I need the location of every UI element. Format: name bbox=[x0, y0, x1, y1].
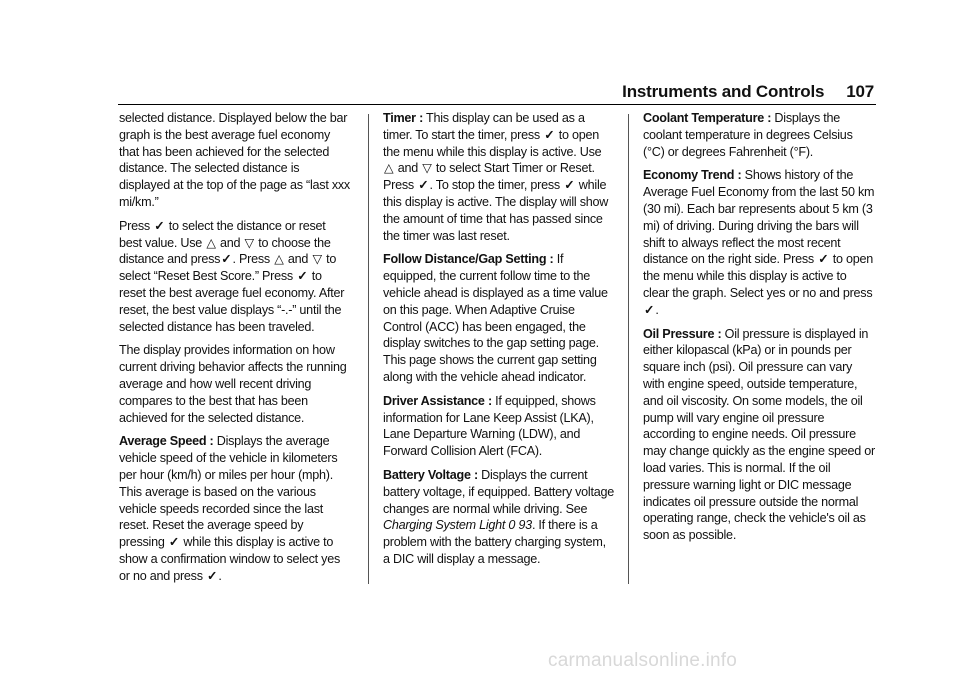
paragraph bbox=[119, 433, 351, 584]
check-icon: ✓ bbox=[168, 535, 180, 550]
text: while this display is active. The display will show the amount of time that has passed since the timer was last reset. bbox=[383, 178, 609, 243]
column-divider bbox=[368, 114, 369, 584]
page-header bbox=[622, 82, 874, 102]
page-ref-arrow-icon: 0 bbox=[508, 518, 516, 533]
text: . Press bbox=[232, 252, 270, 267]
term-average-speed: Average Speed : bbox=[119, 434, 214, 449]
text: to select “Reset Best Score.” Press bbox=[119, 252, 337, 284]
text: to select the distance or reset best value. Use bbox=[119, 218, 326, 250]
text: and bbox=[397, 161, 418, 176]
paragraph: The display provides information on how current driving behavior affects the running average and how well recent driving compares to the best that has been achieved for the selected distance. bbox=[119, 343, 347, 425]
check-icon: ✓ bbox=[297, 269, 308, 284]
section-title: Instruments and Controls bbox=[622, 82, 825, 101]
text: Displays the coolant temperature in degrees Celsius (°C) or degrees Fahrenheit (°F). bbox=[643, 111, 853, 159]
text: If equipped, the current follow time to the vehicle ahead is displayed as a time value on this page. When Adaptive Cruise Control (ACC) has been engaged, the display switches to the gap setting page. This page shows the current gap setting along with the vehicle ahead indicator. bbox=[383, 252, 608, 384]
term-oil-pressure: Oil Pressure : bbox=[643, 326, 722, 341]
check-icon: ✓ bbox=[544, 127, 555, 142]
text: to select Start Timer or Reset. Press bbox=[383, 161, 595, 193]
down-arrow-icon: ▽ bbox=[244, 235, 254, 250]
text: and bbox=[287, 252, 309, 267]
paragraph bbox=[383, 393, 615, 460]
paragraph bbox=[383, 467, 615, 568]
check-icon: ✓ bbox=[207, 568, 218, 583]
term-economy-trend: Economy Trend : bbox=[643, 168, 742, 183]
paragraph bbox=[643, 110, 875, 160]
text: Displays the average vehicle speed of the vehicle in kilometers per hour (km/h) or miles per hour (mph). This average is based on the various vehicle speeds recorded since the last reset. Reset the average speed by pressing bbox=[119, 434, 338, 550]
watermark: carmanualsonline.info bbox=[548, 650, 738, 671]
term-follow-distance: Follow Distance/Gap Setting : bbox=[383, 252, 554, 267]
up-arrow-icon: △ bbox=[274, 252, 284, 267]
term-timer: Timer : bbox=[383, 111, 424, 125]
cross-reference-link[interactable]: Charging System Light bbox=[383, 518, 506, 533]
page-number: 107 bbox=[846, 82, 874, 101]
column-divider bbox=[628, 114, 629, 584]
text: to reset the best average fuel economy. After reset, the best value displays “-.-” until the selected distance has been traveled. bbox=[119, 269, 345, 334]
text: to open the menu while this display is active to clear the graph. Select yes or no and press bbox=[643, 252, 874, 300]
check-icon: ✓ bbox=[221, 252, 232, 267]
term-battery-voltage: Battery Voltage : bbox=[383, 467, 478, 482]
paragraph bbox=[643, 326, 875, 544]
up-arrow-icon: △ bbox=[206, 235, 216, 250]
paragraph: selected distance. Displayed below the bar graph is the best average fuel economy that has been achieved for the selected distance. The selected distance is displayed at the top of the page as “last xxx mi/km.” bbox=[119, 111, 350, 209]
check-icon: ✓ bbox=[418, 178, 429, 193]
column-3 bbox=[643, 110, 875, 551]
text: . bbox=[218, 568, 222, 583]
paragraph bbox=[383, 251, 615, 385]
text: If equipped, shows information for Lane Keep Assist (LKA), Lane Departure Warning (LDW), and Forward Collision Alert (FCA). bbox=[383, 393, 596, 459]
check-icon: ✓ bbox=[154, 218, 165, 233]
text: while this display is active to show a confirmation window to select yes or no and press bbox=[119, 535, 340, 583]
paragraph bbox=[643, 167, 875, 318]
text: This display can be used as a timer. To start the timer, press bbox=[383, 111, 585, 142]
term-driver-assistance: Driver Assistance : bbox=[383, 393, 492, 408]
column-1 bbox=[119, 110, 351, 592]
term-coolant-temperature: Coolant Temperature : bbox=[643, 111, 772, 125]
text: . To stop the timer, press bbox=[429, 178, 560, 193]
header-rule bbox=[118, 104, 876, 105]
paragraph bbox=[383, 110, 615, 244]
text: to open the menu while this display is active. Use bbox=[383, 127, 602, 159]
text: Displays the current battery voltage, if equipped. Battery voltage changes are normal while driving. See bbox=[383, 467, 614, 516]
text: . If there is a problem with the battery charging system, a DIC will display a message. bbox=[383, 518, 606, 566]
check-icon: ✓ bbox=[564, 178, 575, 193]
text: to choose the distance and press bbox=[119, 235, 331, 267]
check-icon: ✓ bbox=[818, 252, 829, 267]
column-2 bbox=[383, 110, 615, 575]
text: . bbox=[655, 302, 659, 317]
text: Oil pressure is displayed in either kilopascal (kPa) or in pounds per square inch (psi). Oil pressure can vary with engine speed, outside temperature, and oil viscosity. On some models, the oil pump will vary engine oil pressure according to engine needs. Oil pressure may change quickly as the engine speed or load varies. This is normal. If the oil pressure warning light or DIC message indicates oil pressure outside the normal operating range, check the vehicle's oil as soon as possible. bbox=[643, 326, 875, 543]
up-arrow-icon: △ bbox=[384, 161, 394, 176]
text: and bbox=[220, 235, 241, 250]
check-icon: ✓ bbox=[644, 302, 655, 317]
cross-reference-page[interactable]: 93 bbox=[518, 518, 532, 533]
paragraph bbox=[119, 218, 351, 336]
text: Shows history of the Average Fuel Economy from the last 50 km (30 mi). Each bar represents about 5 km (3 mi) of driving. During driving the bars will shift to always reflect the most recent distance on the right side. Press bbox=[643, 168, 875, 267]
down-arrow-icon: ▽ bbox=[312, 252, 322, 267]
text: Press bbox=[119, 218, 150, 233]
down-arrow-icon: ▽ bbox=[422, 161, 432, 176]
